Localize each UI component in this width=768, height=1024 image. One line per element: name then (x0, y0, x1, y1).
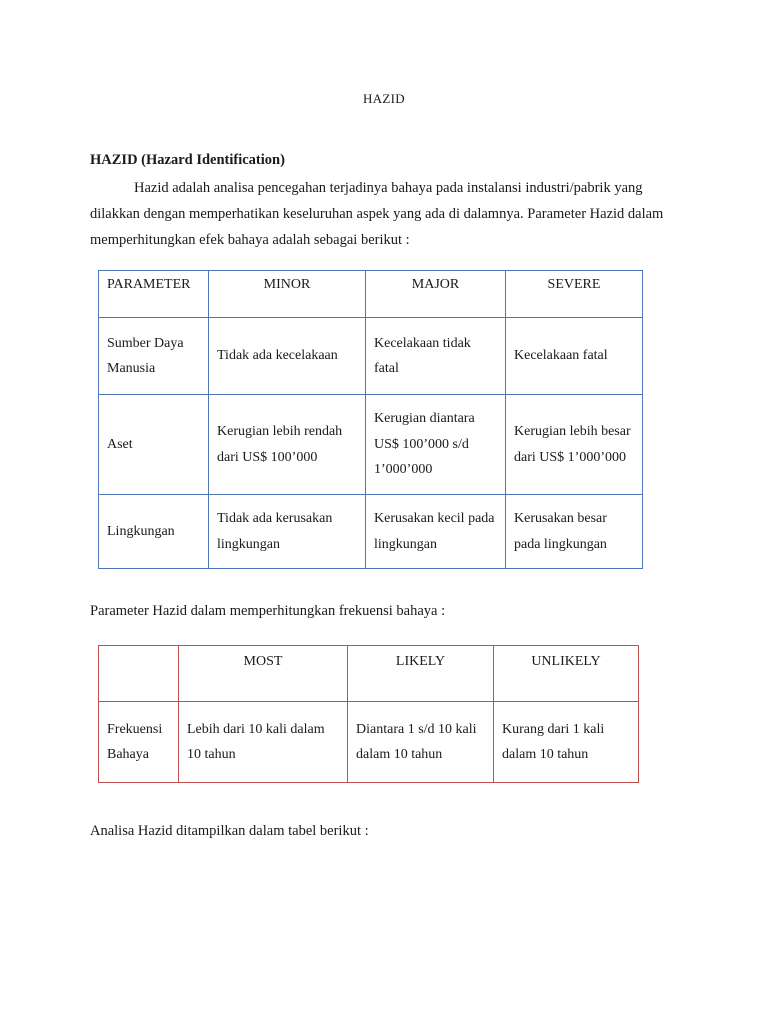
table-cell: Kecelakaan fatal (506, 318, 643, 395)
table-cell: Tidak ada kecelakaan (209, 318, 366, 395)
table-row (99, 395, 643, 495)
severity-table (98, 270, 643, 569)
table-cell: Tidak ada kerusakan lingkungan (209, 495, 366, 569)
table-cell: Frekuensi Bahaya (99, 702, 179, 783)
table-cell: Sumber Daya Manusia (99, 318, 209, 395)
table-cell: Lingkungan (99, 495, 209, 569)
frequency-intro: Parameter Hazid dalam memperhitungkan frekuensi bahaya : (90, 603, 446, 619)
table-header-cell: MOST (179, 646, 348, 702)
table-header-cell: MAJOR (366, 271, 506, 318)
document-title: HAZID (363, 91, 405, 106)
intro-paragraph: Hazid adalah analisa pencegahan terjadinya bahaya pada instalansi industri/pabrik yang dilakkan dengan memperhatikan keseluruhan aspek yang ada di dalamnya. Parameter Hazid dalam memperhitungkan efek bahaya adalah sebagai berikut : (90, 180, 664, 248)
table-cell: Kerugian lebih rendah dari US$ 100’000 (209, 395, 366, 495)
table-cell: Aset (99, 395, 209, 495)
table-header-row (99, 271, 643, 318)
table-header-cell: MINOR (209, 271, 366, 318)
table-header-row (99, 646, 639, 702)
table-cell: Kerusakan kecil pada lingkungan (366, 495, 506, 569)
table-header-cell (99, 646, 179, 702)
table-header-cell: PARAMETER (99, 271, 209, 318)
table-cell: Kerusakan besar pada lingkungan (506, 495, 643, 569)
table-cell: Diantara 1 s/d 10 kali dalam 10 tahun (348, 702, 494, 783)
table-row (99, 318, 643, 395)
table-cell: Kerugian diantara US$ 100’000 s/d 1’000’000 (366, 395, 506, 495)
table-cell: Kurang dari 1 kali dalam 10 tahun (494, 702, 639, 783)
table-cell: Kecelakaan tidak fatal (366, 318, 506, 395)
closing-text: Analisa Hazid ditampilkan dalam tabel berikut : (90, 823, 369, 839)
table-header-cell: LIKELY (348, 646, 494, 702)
table-header-cell: SEVERE (506, 271, 643, 318)
table-cell: Lebih dari 10 kali dalam 10 tahun (179, 702, 348, 783)
table-row (99, 495, 643, 569)
frequency-table (98, 645, 639, 783)
table-cell: Kerugian lebih besar dari US$ 1’000’000 (506, 395, 643, 495)
table-row (99, 702, 639, 783)
table-header-cell: UNLIKELY (494, 646, 639, 702)
section-heading: HAZID (Hazard Identification) (90, 152, 285, 168)
